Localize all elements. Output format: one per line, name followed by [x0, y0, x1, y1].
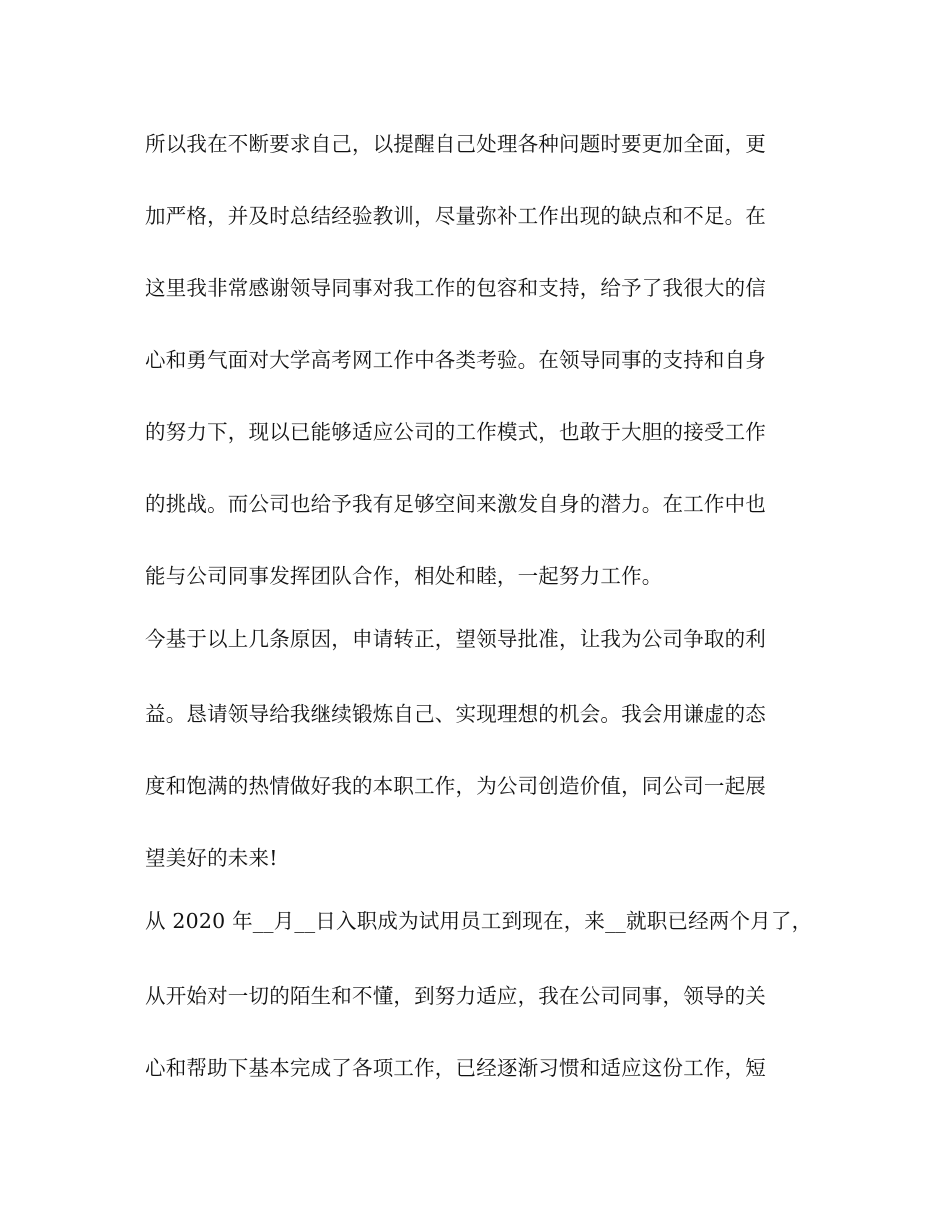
paragraph-line: 从开始对一切的陌生和不懂，到努力适应，我在公司同事，领导的关: [145, 984, 766, 1008]
paragraph-line: 的挑战。而公司也给予我有足够空间来激发自身的潜力。在工作中也: [145, 492, 766, 516]
paragraph-line: 从 2020 年__月__日入职成为试用员工到现在，来__就职已经两个月了，: [145, 909, 813, 933]
paragraph-line: 今基于以上几条原因，申请转正，望领导批准，让我为公司争取的利: [145, 627, 766, 651]
paragraph-line: 益。恳请领导给我继续锻炼自己、实现理想的机会。我会用谦虚的态: [145, 702, 766, 726]
paragraph-line: 这里我非常感谢领导同事对我工作的包容和支持，给予了我很大的信: [145, 276, 766, 300]
paragraph-line: 加严格，并及时总结经验教训，尽量弥补工作出现的缺点和不足。在: [145, 204, 766, 228]
paragraph-line: 心和帮助下基本完成了各项工作，已经逐渐习惯和适应这份工作，短: [145, 1056, 766, 1080]
paragraph-line: 心和勇气面对大学高考网工作中各类考验。在领导同事的支持和自身: [145, 348, 766, 372]
paragraph-line: 所以我在不断要求自己，以提醒自己处理各种问题时要更加全面，更: [145, 132, 766, 156]
paragraph-line: 能与公司同事发挥团队合作，相处和睦，一起努力工作。: [145, 564, 663, 588]
paragraph-line: 望美好的未来!: [145, 846, 278, 870]
paragraph-line: 的努力下，现以已能够适应公司的工作模式，也敢于大胆的接受工作: [145, 420, 766, 444]
paragraph-line: 度和饱满的热情做好我的本职工作，为公司创造价值，同公司一起展: [145, 774, 766, 798]
